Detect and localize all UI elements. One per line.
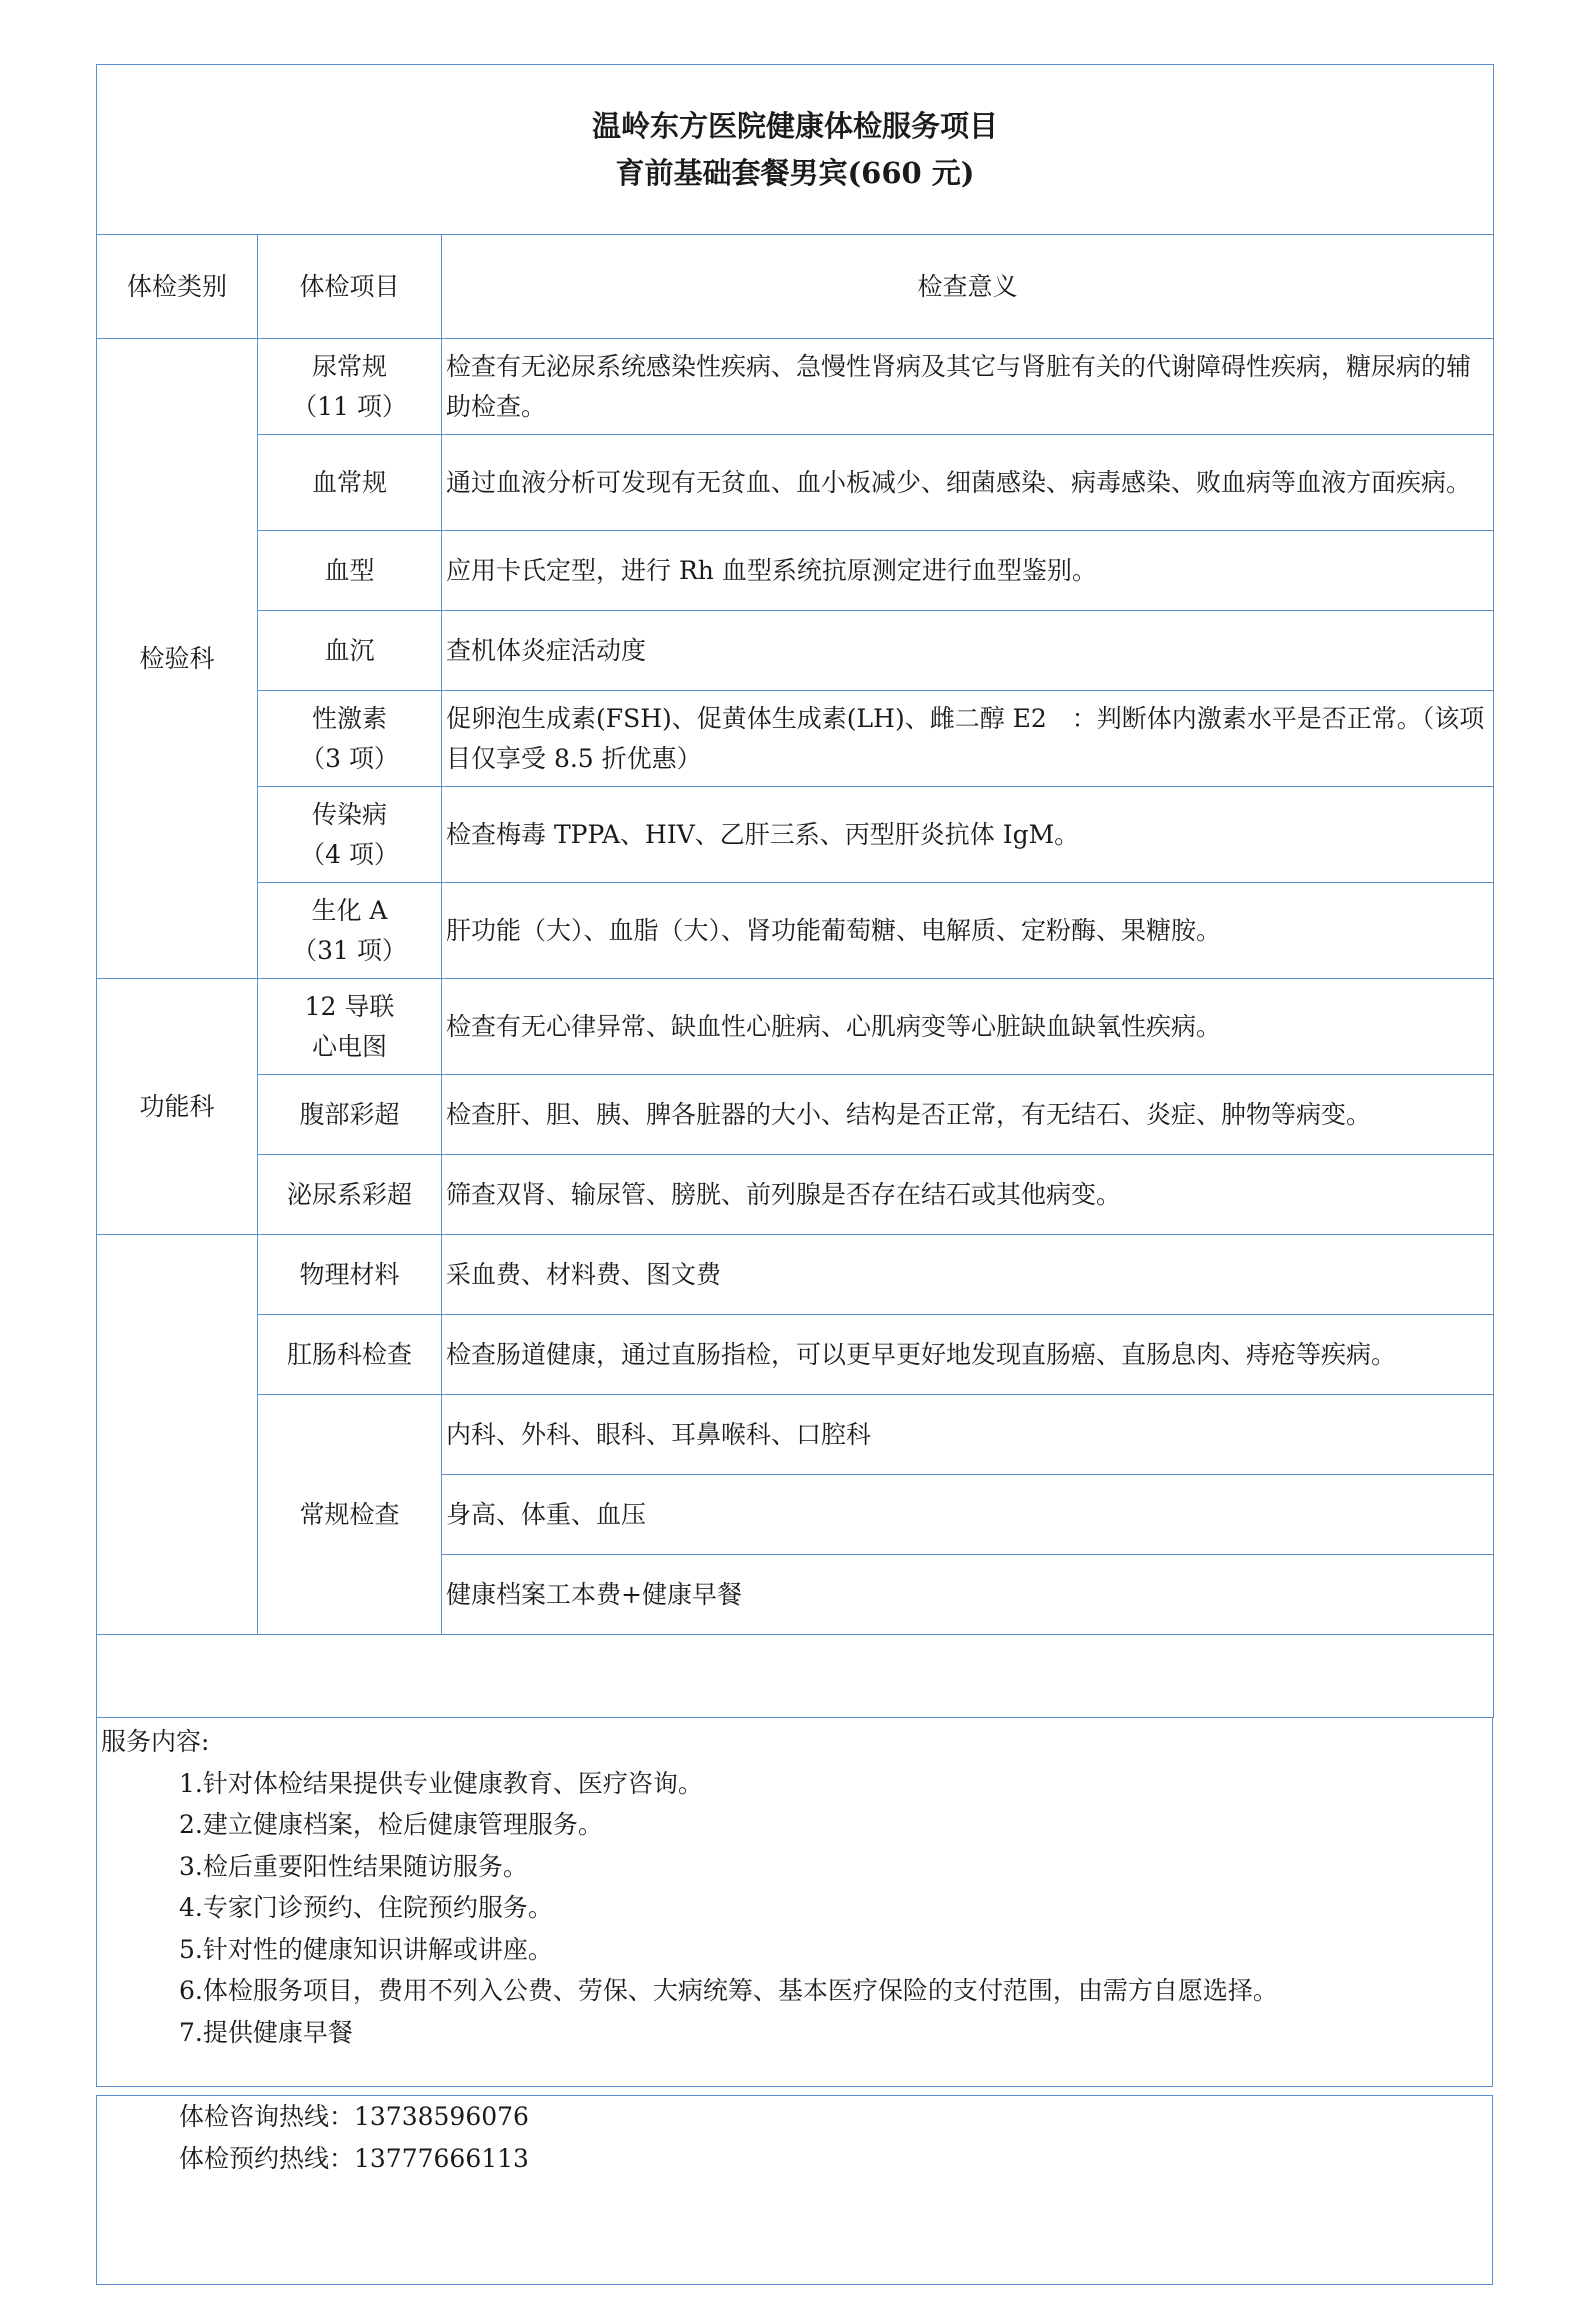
meaning-esr: 查机体炎症活动度 xyxy=(442,611,1494,691)
category-lab: 检验科 xyxy=(97,339,258,979)
item-ecg xyxy=(258,979,442,1075)
meaning-infect: 检查梅毒 TPPA、HIV、乙肝三系、丙型肝炎抗体 IgM。 xyxy=(442,787,1494,883)
item-routine: 常规检查 xyxy=(258,1395,442,1635)
category-func: 功能科 xyxy=(97,979,258,1235)
consult-hotline: 体检咨询热线：13738596076 xyxy=(179,2102,529,2131)
service-section xyxy=(96,1717,1493,2087)
meaning-urine: 检查有无泌尿系统感染性疾病、急慢性肾病及其它与肾脏有关的代谢障碍性疾病，糖尿病的辅助检查。 xyxy=(442,339,1494,435)
header-meaning: 检查意义 xyxy=(442,235,1494,339)
item-infect xyxy=(258,787,442,883)
meaning-routine-3: 健康档案工本费+健康早餐 xyxy=(442,1555,1494,1635)
meaning-biochem: 肝功能（大）、血脂（大）、肾功能葡萄糖、电解质、定粉酶、果糖胺。 xyxy=(442,883,1494,979)
item-material: 物理材料 xyxy=(258,1235,442,1315)
service-item: 5.针对性的健康知识讲解或讲座。 xyxy=(179,1934,553,1964)
item-bloodtype: 血型 xyxy=(258,531,442,611)
service-item: 7.提供健康早餐 xyxy=(179,2017,353,2047)
item-biochem-count: （31 项） xyxy=(292,935,407,965)
service-item: 1.针对体检结果提供专业健康教育、医疗咨询。 xyxy=(179,1768,703,1798)
service-item: 6.体检服务项目，费用不列入公费、劳保、大病统筹、基本医疗保险的支付范围，由需方自愿选择。 xyxy=(179,1976,1278,2005)
item-rectal: 肛肠科检查 xyxy=(258,1315,442,1395)
item-biochem xyxy=(258,883,442,979)
meaning-hormone: 促卵泡生成素(FSH)、促黄体生成素(LH)、雌二醇 E2 ：判断体内激素水平是否正常。（该项目仅享受 8.5 折优惠） xyxy=(442,691,1494,787)
item-abdomen: 腹部彩超 xyxy=(258,1075,442,1155)
meaning-blood: 通过血液分析可发现有无贫血、血小板减少、细菌感染、病毒感染、败血病等血液方面疾病。 xyxy=(442,435,1494,531)
item-hormone-name: 性激素 xyxy=(311,703,387,733)
meaning-bloodtype: 应用卡氏定型，进行 Rh 血型系统抗原测定进行血型鉴别。 xyxy=(442,531,1494,611)
meaning-ecg: 检查有无心律异常、缺血性心脏病、心肌病变等心脏缺血缺氧性疾病。 xyxy=(442,979,1494,1075)
service-item: 2.建立健康档案，检后健康管理服务。 xyxy=(179,1810,603,1839)
service-heading: 服务内容: xyxy=(101,1727,210,1756)
package-table xyxy=(96,64,1494,1718)
item-blood: 血常规 xyxy=(258,435,442,531)
booking-hotline: 体检预约热线：13777666113 xyxy=(179,2144,529,2173)
meaning-routine-1: 内科、外科、眼科、耳鼻喉科、口腔科 xyxy=(442,1395,1494,1475)
item-hormone-count: （3 项） xyxy=(300,743,399,773)
meaning-rectal: 检查肠道健康，通过直肠指检，可以更早更好地发现直肠癌、直肠息肉、痔疮等疾病。 xyxy=(442,1315,1494,1395)
item-urinary: 泌尿系彩超 xyxy=(258,1155,442,1235)
blank-row xyxy=(97,1635,1494,1718)
package-subtitle: 育前基础套餐男宾(660 元) xyxy=(615,155,975,190)
item-biochem-name: 生化 A xyxy=(311,895,388,925)
meaning-material: 采血费、材料费、图文费 xyxy=(442,1235,1494,1315)
service-item: 4.专家门诊预约、住院预约服务。 xyxy=(179,1893,553,1922)
page-title: 温岭东方医院健康体检服务项目 xyxy=(591,109,998,144)
contact-section xyxy=(96,2095,1493,2285)
service-item: 3.检后重要阳性结果随访服务。 xyxy=(179,1851,528,1881)
title-cell xyxy=(97,65,1494,235)
item-esr: 血沉 xyxy=(258,611,442,691)
item-urine-count: （11 项） xyxy=(292,391,407,421)
header-item: 体检项目 xyxy=(258,235,442,339)
item-urine-name: 尿常规 xyxy=(311,351,387,381)
item-hormone xyxy=(258,691,442,787)
item-infect-count: （4 项） xyxy=(300,839,399,869)
category-other xyxy=(97,1235,258,1635)
header-category: 体检类别 xyxy=(97,235,258,339)
item-ecg-name2: 心电图 xyxy=(311,1031,387,1061)
meaning-routine-2: 身高、体重、血压 xyxy=(442,1475,1494,1555)
item-ecg-name: 12 导联 xyxy=(304,991,395,1021)
meaning-urinary: 筛查双肾、输尿管、膀胱、前列腺是否存在结石或其他病变。 xyxy=(442,1155,1494,1235)
meaning-abdomen: 检查肝、胆、胰、脾各脏器的大小、结构是否正常，有无结石、炎症、肿物等病变。 xyxy=(442,1075,1494,1155)
item-infect-name: 传染病 xyxy=(311,799,387,829)
item-urine xyxy=(258,339,442,435)
